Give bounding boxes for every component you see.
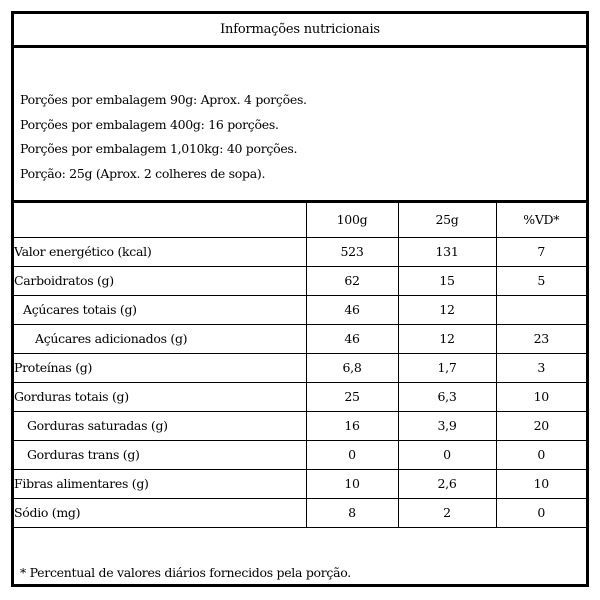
row-value-25g: 1,7: [398, 353, 496, 382]
nutrition-facts-panel: [11, 11, 589, 587]
table-row: [14, 295, 586, 324]
row-value-vd: 20: [496, 411, 586, 440]
row-value-vd: 10: [496, 382, 586, 411]
row-value-25g: 2,6: [398, 469, 496, 498]
row-value-25g: 131: [398, 237, 496, 266]
row-value-25g: 3,9: [398, 411, 496, 440]
footnote: * Percentual de valores diários fornecidos pela porção.: [20, 565, 351, 580]
header-per-25g: 25g: [398, 203, 496, 237]
row-value-100g: 0: [306, 440, 398, 469]
serving-line: Porções por embalagem 1,010kg: 40 porções.: [20, 141, 298, 156]
row-value-100g: 62: [306, 266, 398, 295]
row-label: Gorduras trans (g): [14, 440, 306, 469]
panel-title: Informações nutricionais: [14, 14, 586, 48]
row-value-vd: 5: [496, 266, 586, 295]
header-blank: [14, 203, 306, 237]
row-value-vd: 0: [496, 498, 586, 527]
nutrition-table: [14, 203, 586, 528]
serving-line: Porção: 25g (Aprox. 2 colheres de sopa).: [20, 165, 266, 181]
row-value-100g: 16: [306, 411, 398, 440]
row-value-100g: 25: [306, 382, 398, 411]
serving-line: Porções por embalagem 90g: Aprox. 4 porções.: [20, 92, 307, 107]
row-value-vd: [496, 295, 586, 324]
table-row: [14, 324, 586, 353]
table-row: [14, 440, 586, 469]
row-value-25g: 0: [398, 440, 496, 469]
row-value-25g: 12: [398, 295, 496, 324]
row-label: Gorduras totais (g): [14, 382, 306, 411]
row-label: Gorduras saturadas (g): [14, 411, 306, 440]
row-value-25g: 12: [398, 324, 496, 353]
row-label: Carboidratos (g): [14, 266, 306, 295]
header-per-100g: 100g: [306, 203, 398, 237]
table-row: [14, 382, 586, 411]
row-label: Sódio (mg): [14, 498, 306, 527]
table-row: [14, 353, 586, 382]
row-value-vd: 0: [496, 440, 586, 469]
serving-info: [14, 48, 586, 203]
row-label: Valor energético (kcal): [14, 237, 306, 266]
row-value-vd: 10: [496, 469, 586, 498]
row-value-100g: 8: [306, 498, 398, 527]
row-value-100g: 10: [306, 469, 398, 498]
row-label: Açúcares adicionados (g): [14, 324, 306, 353]
table-row: [14, 469, 586, 498]
row-value-25g: 6,3: [398, 382, 496, 411]
row-label: Proteínas (g): [14, 353, 306, 382]
row-value-vd: 3: [496, 353, 586, 382]
row-label: Fibras alimentares (g): [14, 469, 306, 498]
table-header-row: [14, 203, 586, 237]
row-label: Açúcares totais (g): [14, 295, 306, 324]
row-value-100g: 6,8: [306, 353, 398, 382]
row-value-vd: 23: [496, 324, 586, 353]
row-value-100g: 46: [306, 324, 398, 353]
table-row: [14, 237, 586, 266]
header-daily-value: %VD*: [496, 203, 586, 237]
row-value-vd: 7: [496, 237, 586, 266]
table-row: [14, 411, 586, 440]
row-value-100g: 523: [306, 237, 398, 266]
table-row: [14, 498, 586, 527]
row-value-25g: 2: [398, 498, 496, 527]
table-row: [14, 266, 586, 295]
row-value-100g: 46: [306, 295, 398, 324]
row-value-25g: 15: [398, 266, 496, 295]
serving-line: Porções por embalagem 400g: 16 porções.: [20, 116, 279, 132]
